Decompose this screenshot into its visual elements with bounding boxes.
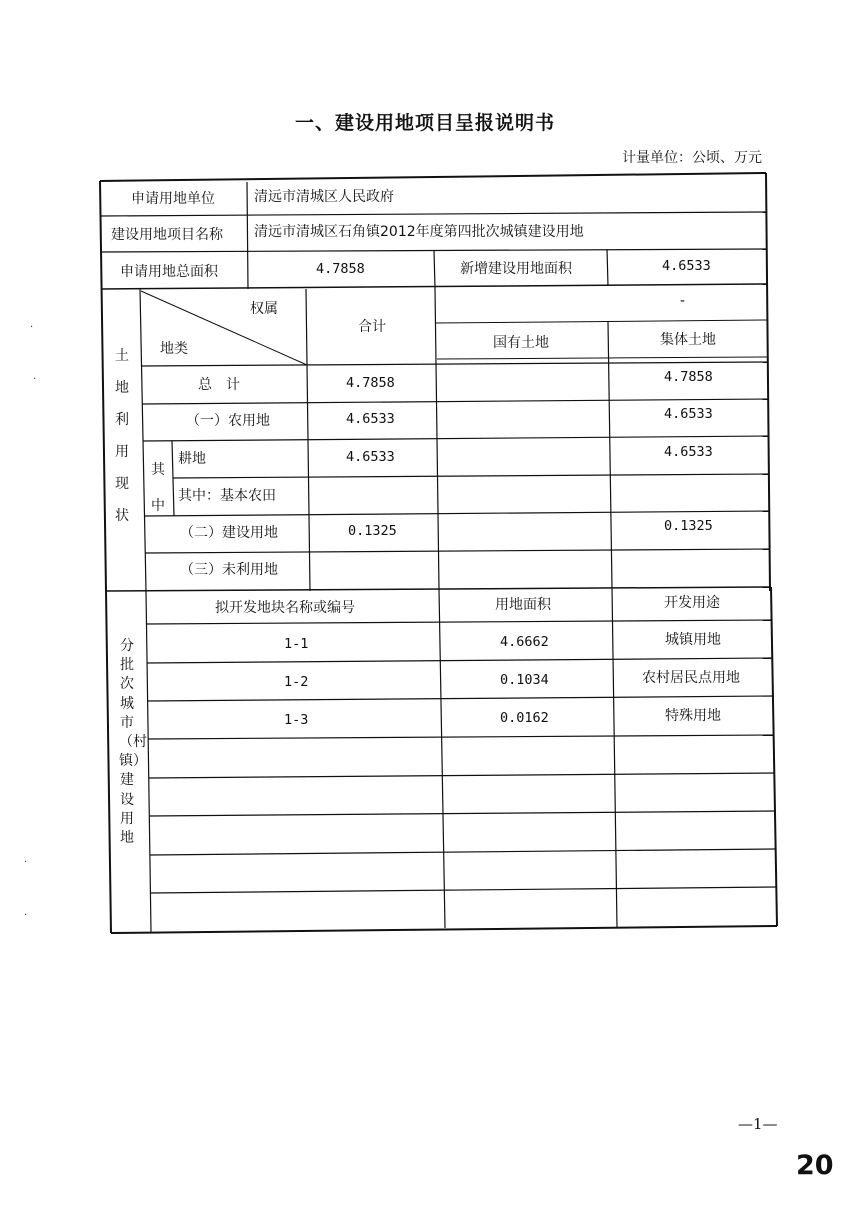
- measurement-unit: 计量单位：公顷、万元: [622, 150, 762, 166]
- land-type-header: 地类: [160, 341, 188, 357]
- state-land-header: 国有土地: [493, 335, 549, 351]
- parcel-use-header: 开发用途: [664, 595, 720, 611]
- dash-mark: -: [680, 293, 686, 309]
- row-construction-label: （二）建设用地: [180, 525, 278, 541]
- parcel-1-area: 4.6662: [500, 634, 549, 650]
- row-unused-label: （三）未利用地: [180, 562, 278, 578]
- row-total-label: 总 计: [198, 377, 240, 393]
- applicant-value: 清远市清城区人民政府: [254, 189, 394, 205]
- applicant-label: 申请用地单位: [131, 191, 215, 207]
- document-title: 一、建设用地项目呈报说明书: [294, 112, 555, 134]
- ownership-header: 权属: [250, 301, 278, 317]
- row-farmland-label: （一）农用地: [186, 413, 270, 429]
- parcel-1-name: 1-1: [284, 636, 309, 652]
- row-arable-collective: 4.6533: [664, 444, 713, 460]
- batch-side-label: 分批次城市（村镇）建设用地: [119, 638, 147, 847]
- new-area-value: 4.6533: [662, 258, 711, 274]
- scan-speck: ·: [33, 374, 37, 385]
- row-total-sum: 4.7858: [346, 375, 395, 391]
- row-total-collective: 4.7858: [664, 369, 713, 385]
- parcel-area-header: 用地面积: [495, 597, 551, 613]
- parcel-2-name: 1-2: [284, 674, 309, 690]
- parcel-3-area: 0.0162: [500, 710, 549, 726]
- parcel-3-use: 特殊用地: [665, 708, 721, 724]
- parcel-2-area: 0.1034: [500, 672, 549, 688]
- row-farmland-sum: 4.6533: [346, 411, 395, 427]
- parcel-2-use: 农村居民点用地: [642, 670, 740, 686]
- collective-land-header: 集体土地: [660, 332, 716, 348]
- project-name-value: 清远市清城区石角镇2012年度第四批次城镇建设用地: [254, 224, 584, 240]
- total-area-label: 申请用地总面积: [120, 264, 218, 280]
- total-area-value: 4.7858: [316, 261, 365, 277]
- total-column-header: 合计: [358, 319, 386, 335]
- page-number: —1—: [738, 1115, 778, 1133]
- row-basic-farmland-label: 其中：基本农田: [178, 488, 276, 504]
- project-name-label: 建设用地项目名称: [111, 227, 223, 243]
- new-area-label: 新增建设用地面积: [460, 261, 572, 277]
- row-arable-sum: 4.6533: [346, 449, 395, 465]
- row-arable-label: 耕地: [178, 451, 206, 467]
- parcel-name-header: 拟开发地块名称或编号: [215, 600, 355, 616]
- scan-speck: ·: [24, 910, 28, 921]
- handwritten-page-number: 20: [796, 1150, 834, 1181]
- row-construction-collective: 0.1325: [664, 518, 713, 534]
- qizhong-label: 其中: [151, 462, 165, 514]
- parcel-1-use: 城镇用地: [665, 632, 721, 648]
- parcel-3-name: 1-3: [284, 712, 309, 728]
- scan-speck: ·: [24, 857, 28, 868]
- land-use-side-label: 土地利用现状: [115, 348, 129, 524]
- row-construction-sum: 0.1325: [348, 523, 397, 539]
- row-farmland-collective: 4.6533: [664, 406, 713, 422]
- scan-speck: ·: [30, 322, 34, 333]
